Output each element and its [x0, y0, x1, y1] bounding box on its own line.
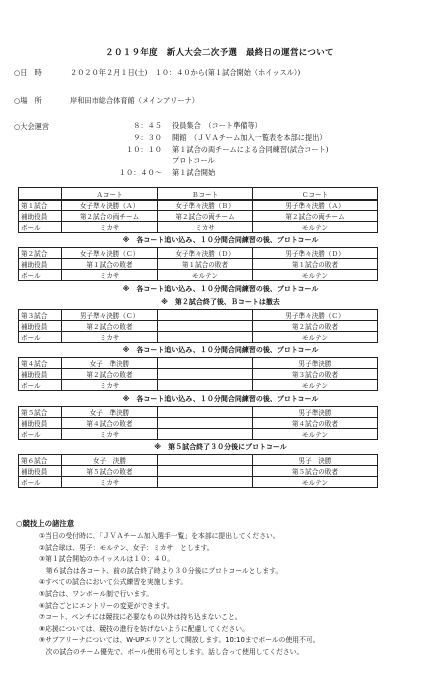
venue-value: 岸和田市総合体育館（メインアリーナ）	[70, 96, 199, 105]
schedule-cell: 女子準々決勝（Ｂ）	[158, 200, 253, 211]
schedule-cell: 第４試合の敗者	[62, 417, 158, 428]
table-row	[19, 477, 378, 488]
operations-text: 役員集合 （コート準備等）	[172, 121, 262, 130]
schedule-cell	[158, 455, 253, 466]
rule-item: ②試合球は、男子：モルテン、女子：ミカサ とします。	[39, 543, 214, 552]
operations-text: 第１試合の両チームによる合同練習(試合コート)	[172, 145, 329, 154]
operations-label: ○大会運営	[14, 122, 50, 131]
rule-item: ⑦コート、ベンチには競技に必要なもの以外は持ち込まないこと。	[39, 613, 242, 622]
table-row	[19, 331, 378, 342]
row-label-cell: 第３試合	[19, 309, 62, 320]
rule-item: ③第１試合開始のホイッスルは１０：４０。	[39, 555, 175, 564]
table-row	[19, 455, 378, 466]
table-row	[19, 259, 378, 270]
court-b-header: Ｂコート	[158, 188, 253, 201]
operations-item	[118, 133, 327, 143]
operations-time: ９：３０	[133, 133, 162, 142]
schedule-cell	[158, 466, 253, 477]
row-label-cell: 第１試合	[19, 200, 62, 211]
schedule-cell: 第５試合の敗者	[253, 466, 378, 477]
schedule-cell: 男子準々決勝（Ｃ）	[253, 309, 378, 320]
schedule-note: ※ 各コート追い込み、１０分間合同練習の後、プロトコール	[122, 394, 319, 403]
operations-time: １０：４０～	[118, 168, 162, 177]
schedule-cell: ミカサ	[158, 222, 253, 233]
row-label-cell: 補助役員	[19, 211, 62, 222]
match-block-table	[18, 454, 378, 488]
table-row	[19, 380, 378, 391]
match-block-table	[18, 199, 378, 233]
venue-row	[14, 96, 199, 106]
schedule-cell: 第１試合の敗者	[62, 259, 158, 270]
table-row	[19, 358, 378, 369]
row-label-cell: 第６試合	[19, 455, 62, 466]
schedule-cell: 第４試合の敗者	[253, 417, 378, 428]
schedule-cell: 第１試合の敗者	[253, 259, 378, 270]
match-block-table	[18, 309, 378, 343]
schedule-cell: 男子準々決勝（Ｃ）	[62, 309, 158, 320]
schedule-cell: ミカサ	[62, 222, 158, 233]
row-label-cell: ボール	[19, 331, 62, 342]
operations-item	[118, 168, 215, 178]
schedule-cell: モルテン	[253, 380, 378, 391]
schedule-cell: 女子準々決勝（Ｃ）	[62, 248, 158, 259]
schedule-cell	[158, 369, 253, 380]
schedule-cell: ミカサ	[62, 331, 158, 342]
rule-item: 第６試合は各コート、前の試合終了時より３０分後にプロトコールとします。	[39, 566, 283, 575]
schedule-cell: ミカサ	[62, 380, 158, 391]
court-a-header: Ａコート	[62, 188, 158, 201]
table-row	[19, 309, 378, 320]
row-label-cell: ボール	[19, 428, 62, 439]
schedule-cell	[158, 417, 253, 428]
schedule-cell: 男子準々決勝（Ａ）	[253, 200, 378, 211]
operations-item	[118, 121, 262, 131]
schedule-note: ※ 第２試合終了後、Ｂコートは撤去	[161, 297, 280, 306]
date-label: ○日 時	[14, 68, 42, 77]
page-title: ２０１９年度 新人大会二次予選 最終日の運営について	[105, 48, 334, 58]
operations-text: プロトコール	[172, 156, 215, 165]
table-row	[19, 222, 378, 233]
row-label-cell: 補助役員	[19, 417, 62, 428]
row-label-cell: ボール	[19, 380, 62, 391]
schedule-cell: モルテン	[253, 270, 378, 281]
table-row	[19, 248, 378, 259]
schedule-cell: モルテン	[253, 331, 378, 342]
schedule-cell: 女子準々決勝（Ｄ）	[158, 248, 253, 259]
rule-item: 次の試合のチーム優先で、ボール使用も可とします。話し合って使用してください。	[39, 648, 304, 656]
table-row	[19, 428, 378, 439]
schedule-cell: モルテン	[253, 222, 378, 233]
operations-item	[118, 145, 329, 155]
rule-item: ①当日の受付時に、「ＪＶＡチーム加入選手一覧」を本部に提出してください。	[39, 532, 280, 540]
schedule-cell: 女子 決勝	[62, 455, 158, 466]
schedule-cell: 第２試合の両チーム	[158, 211, 253, 222]
schedule-cell	[158, 477, 253, 488]
court-c-header: Ｃコート	[253, 188, 378, 201]
schedule-cell: 女子準々決勝（Ａ）	[62, 200, 158, 211]
rule-item: ⑨サブアリーナについては、W-UPエリアとして開放します。10:10までボールの使用不可。	[39, 636, 320, 645]
match-block-table	[18, 406, 378, 440]
row-label-cell: ボール	[19, 222, 62, 233]
rule-item: ④すべての試合において公式練習を実施します。	[39, 578, 188, 587]
date-value: ２０２０年２月１日(土) １０：４０から(第１試合開始（ホイッスル）)	[70, 68, 301, 77]
operations-text: 開館 （ＪＶＡチーム加入一覧表を本部に提出）	[172, 133, 327, 142]
schedule-cell: 男子準決勝	[253, 358, 378, 369]
rule-item: ⑥試合ごとにエントリーの変更ができます。	[39, 601, 174, 610]
row-label-cell: 補助役員	[19, 259, 62, 270]
operations-item	[118, 156, 215, 166]
schedule-cell	[158, 406, 253, 417]
row-label-cell: 第４試合	[19, 358, 62, 369]
schedule-cell: 第２試合の敗者	[253, 320, 378, 331]
table-row	[19, 466, 378, 477]
rules-title: ○競技上の諸注意	[16, 519, 75, 528]
table-row	[19, 406, 378, 417]
schedule-cell: 女子 準決勝	[62, 406, 158, 417]
schedule-cell: モルテン	[253, 477, 378, 488]
schedule-cell: ミカサ	[62, 428, 158, 439]
schedule-cell: 男子準決勝	[253, 406, 378, 417]
schedule-cell	[158, 358, 253, 369]
schedule-cell: 第５試合の敗者	[62, 466, 158, 477]
schedule-cell: 第２試合の両チーム	[253, 211, 378, 222]
row-label-cell: 第２試合	[19, 248, 62, 259]
table-row	[19, 369, 378, 380]
table-row	[19, 270, 378, 281]
schedule-note: ※ 各コート追い込み、１０分間合同練習の後、プロトコール	[122, 236, 319, 245]
row-label-cell: ボール	[19, 477, 62, 488]
rule-item: ⑧応援については、競技の進行を妨げないように配慮してください。	[39, 624, 249, 633]
row-label-cell: ボール	[19, 270, 62, 281]
operations-text: 第１試合開始	[172, 168, 216, 177]
schedule-cell: モルテン	[253, 428, 378, 439]
operations-time: ８：４５	[133, 121, 162, 130]
venue-label: ○場 所	[14, 96, 42, 105]
schedule-cell: ミカサ	[62, 270, 158, 281]
table-row	[19, 417, 378, 428]
schedule-cell: 第１試合の敗者	[158, 259, 253, 270]
schedule-cell	[158, 309, 253, 320]
date-row	[14, 68, 300, 78]
schedule-note: ※ 各コート追い込み、１０分間合同練習の後、プロトコール	[122, 284, 319, 293]
row-label-cell: 補助役員	[19, 466, 62, 477]
match-block-table	[18, 247, 378, 281]
schedule-cell	[158, 320, 253, 331]
table-row	[19, 320, 378, 331]
rule-item: ⑤試合は、ワンボール制で行います。	[39, 590, 154, 598]
operations-time: １０：１０	[126, 145, 162, 154]
schedule-cell	[158, 331, 253, 342]
schedule-note: ※ 各コート追い込み、１０分間合同練習の後、プロトコール	[122, 346, 319, 355]
schedule-note: ※ 第５試合終了３０分後にプロトコール	[154, 443, 287, 451]
schedule-cell: モルテン	[158, 270, 253, 281]
row-label-cell: 補助役員	[19, 320, 62, 331]
schedule-cell: 第２試合の両チーム	[62, 211, 158, 222]
schedule-cell	[158, 380, 253, 391]
row-label-cell: 補助役員	[19, 369, 62, 380]
schedule-cell: 第３試合の敗者	[253, 369, 378, 380]
schedule-cell: 女子 準決勝	[62, 358, 158, 369]
schedule-cell: 男子 決勝	[253, 455, 378, 466]
table-row	[19, 200, 378, 211]
schedule-cell: 第２試合の敗者	[62, 320, 158, 331]
match-block-table	[18, 357, 378, 391]
schedule-cell: 第２試合の敗者	[62, 369, 158, 380]
schedule-cell	[158, 428, 253, 439]
schedule-cell: ミカサ	[62, 477, 158, 488]
table-row	[19, 211, 378, 222]
schedule-cell: 男子準々決勝（Ｄ）	[253, 248, 378, 259]
row-label-cell: 第５試合	[19, 406, 62, 417]
